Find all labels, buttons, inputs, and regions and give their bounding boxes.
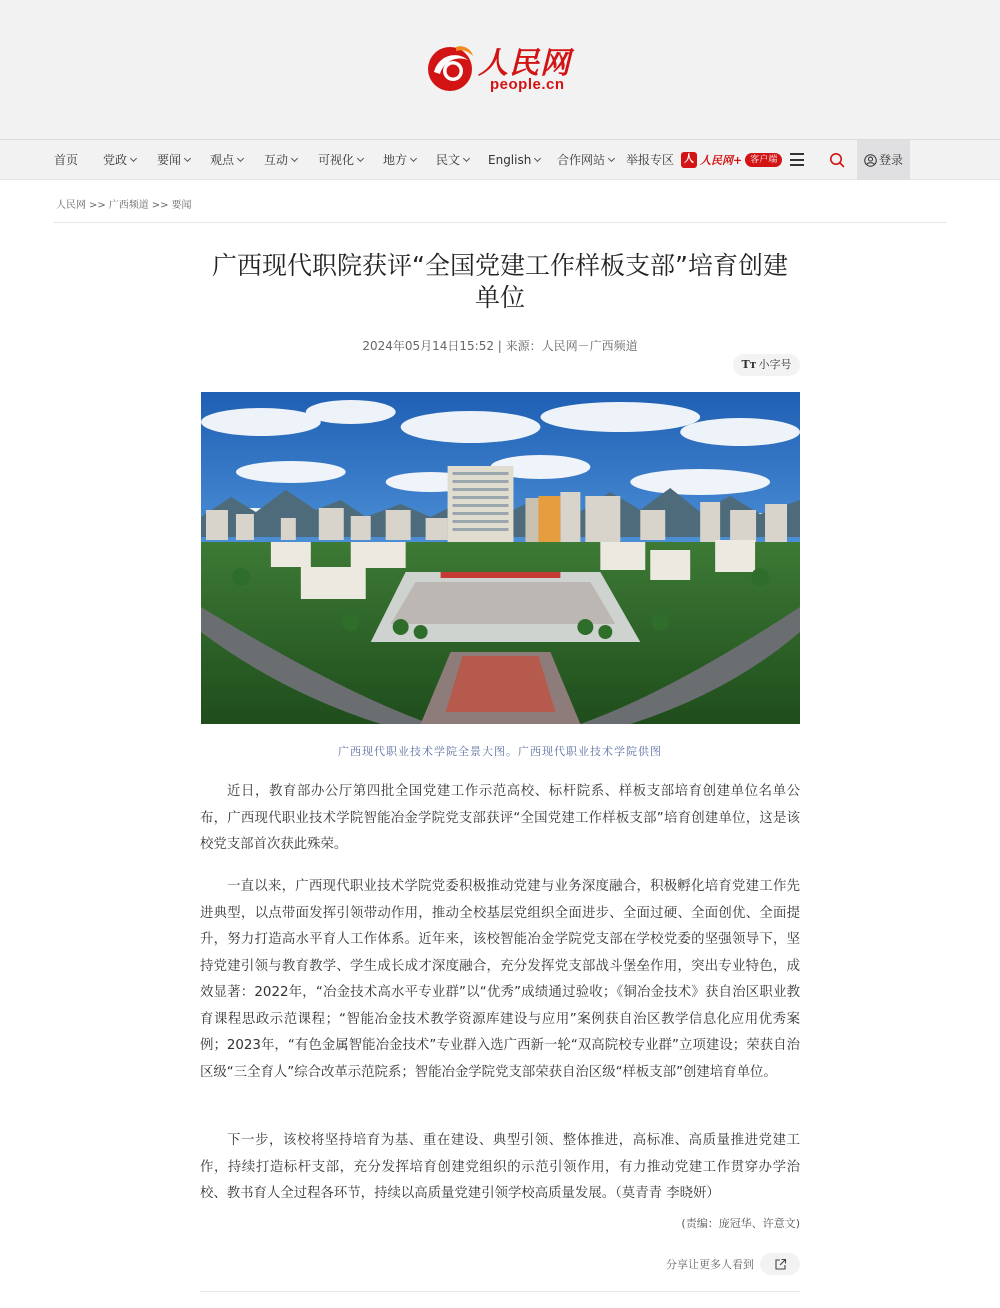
nav-item-interaction[interactable] (264, 140, 297, 180)
nav-item-label: 可视化 (318, 153, 355, 167)
article-editor: (责编：庞冠华、许意文) (681, 1217, 800, 1230)
nav-item-report-zone[interactable] (626, 140, 674, 180)
nav-item-label: 观点 (210, 153, 235, 167)
app-badge: 客户端 (745, 153, 782, 167)
user-icon (864, 154, 877, 167)
people-cn-logo[interactable] (426, 38, 578, 100)
nav-item-local[interactable] (383, 140, 416, 180)
people-plus-app-link[interactable] (681, 152, 782, 168)
nav-item-label: 要闻 (157, 153, 182, 167)
site-header (0, 0, 1000, 140)
breadcrumb-item-people-cn[interactable]: 人民网 (56, 200, 86, 211)
people-logo-mark-icon (426, 42, 476, 92)
share-label: 分享让更多人看到 (666, 1258, 754, 1271)
login-label: 登录 (878, 153, 903, 167)
nav-item-label: 地方 (383, 153, 408, 167)
share-button[interactable] (760, 1253, 800, 1275)
share-section (666, 1253, 800, 1275)
article-title: 广西现代职院获评“全国党建工作样板支部”培育创建单位 (212, 251, 788, 312)
logo-chinese-text: 人民网 (478, 46, 571, 81)
chevron-down-icon (184, 155, 191, 162)
nav-item-home[interactable] (54, 140, 78, 180)
article-bottom-divider (200, 1291, 800, 1292)
nav-item-opinion[interactable] (210, 140, 243, 180)
search-icon[interactable] (829, 152, 845, 168)
breadcrumb-separator: >> (151, 200, 169, 211)
font-size-label: 小字号 (758, 358, 792, 371)
login-button[interactable] (857, 140, 910, 180)
nav-item-label: 党政 (103, 153, 128, 167)
chevron-down-icon (534, 155, 541, 162)
nav-item-english[interactable] (488, 140, 540, 180)
main-nav (0, 140, 1000, 180)
chevron-down-icon (357, 155, 364, 162)
logo-english-text: people.cn (490, 76, 565, 93)
campus-panorama-image (201, 392, 800, 724)
nav-item-label: 举报专区 (626, 153, 675, 167)
nav-item-label: English (488, 153, 532, 167)
nav-item-ethnic-languages[interactable] (436, 140, 469, 180)
font-size-icon: Tт (741, 358, 757, 371)
nav-item-label: 合作网站 (557, 153, 606, 167)
image-caption: 广西现代职业技术学院全景大图。广西现代职业技术学院供图 (338, 745, 662, 758)
chevron-down-icon (237, 155, 244, 162)
nav-item-visualization[interactable] (318, 140, 363, 180)
article-paragraph: 近日，教育部办公厅第四批全国党建工作示范高校、标杆院系、样板支部培育创建单位名单公布，广西现代职业技术学院智能冶金学院党支部获评“全国党建工作样板支部”培育创建单位，这是该校党支部首次获此殊荣。 (200, 784, 800, 852)
app-name: 人民网+ (700, 154, 743, 167)
breadcrumb-separator: >> (89, 200, 106, 211)
chevron-down-icon (410, 155, 417, 162)
hamburger-menu-icon[interactable] (790, 153, 804, 166)
people-app-logo-icon: 人 (681, 152, 697, 168)
nav-item-label: 互动 (264, 153, 289, 167)
nav-item-party-politics[interactable] (103, 140, 136, 180)
article-paragraph: 下一步，该校将坚持培育为基、重在建设、典型引领、整体推进，高标准、高质量推进党建工作，持续打造标杆支部，充分发挥培育创建党组织的示范引领作用，有力推动党建工作贯穿办学治校、教书育人全过程各环节，持续以高质量党建引领学校高质量发展。（莫青青 李晓妍） (200, 1133, 800, 1201)
article-meta: 2024年05月14日15:52 | 来源：人民网－广西频道 (362, 339, 638, 353)
chevron-down-icon (130, 155, 137, 162)
nav-item-partner-sites[interactable] (557, 140, 614, 180)
font-size-toggle-button[interactable] (733, 354, 800, 376)
breadcrumb (56, 196, 192, 211)
chevron-down-icon (291, 155, 298, 162)
breadcrumb-item-guangxi-channel[interactable]: 广西频道 (108, 200, 149, 211)
nav-item-label: 民文 (436, 153, 461, 167)
chevron-down-icon (608, 155, 615, 162)
chevron-down-icon (463, 155, 470, 162)
breadcrumb-item-headlines[interactable]: 要闻 (171, 200, 192, 211)
nav-item-label: 首页 (54, 153, 79, 167)
breadcrumb-divider (53, 222, 947, 223)
nav-item-headlines[interactable] (157, 140, 190, 180)
article-paragraph: 一直以来，广西现代职业技术学院党委积极推动党建与业务深度融合，积极孵化培育党建工作先进典型，以点带面发挥引领带动作用，推动全校基层党组织全面进步、全面过硬、全面创优、全面提升，努力打造高水平育人工作体系。近年来，该校智能冶金学院党支部在学校党委的坚强领导下，坚持党建引领与教育教学、学生成长成才深度融合，充分发挥党支部战斗堡垒作用，突出专业特色，成效显著：2022年，“冶金技术高水平专业群”以“优秀”成绩通过验收；《铜冶金技术》获自治区职业教育课程思政示范课程；“智能冶金技术教学资源库建设与应用”案例获自治区教学信息化应用优秀案例；2023年，“有色金属智能冶金技术”专业群入选广西新一轮“双高院校专业群”立项建设；荣获自治区级“三全育人”综合改革示范院系；智能冶金学院党支部荣获自治区级“样板支部”创建培育单位。 (200, 879, 800, 1080)
share-icon (774, 1258, 787, 1271)
